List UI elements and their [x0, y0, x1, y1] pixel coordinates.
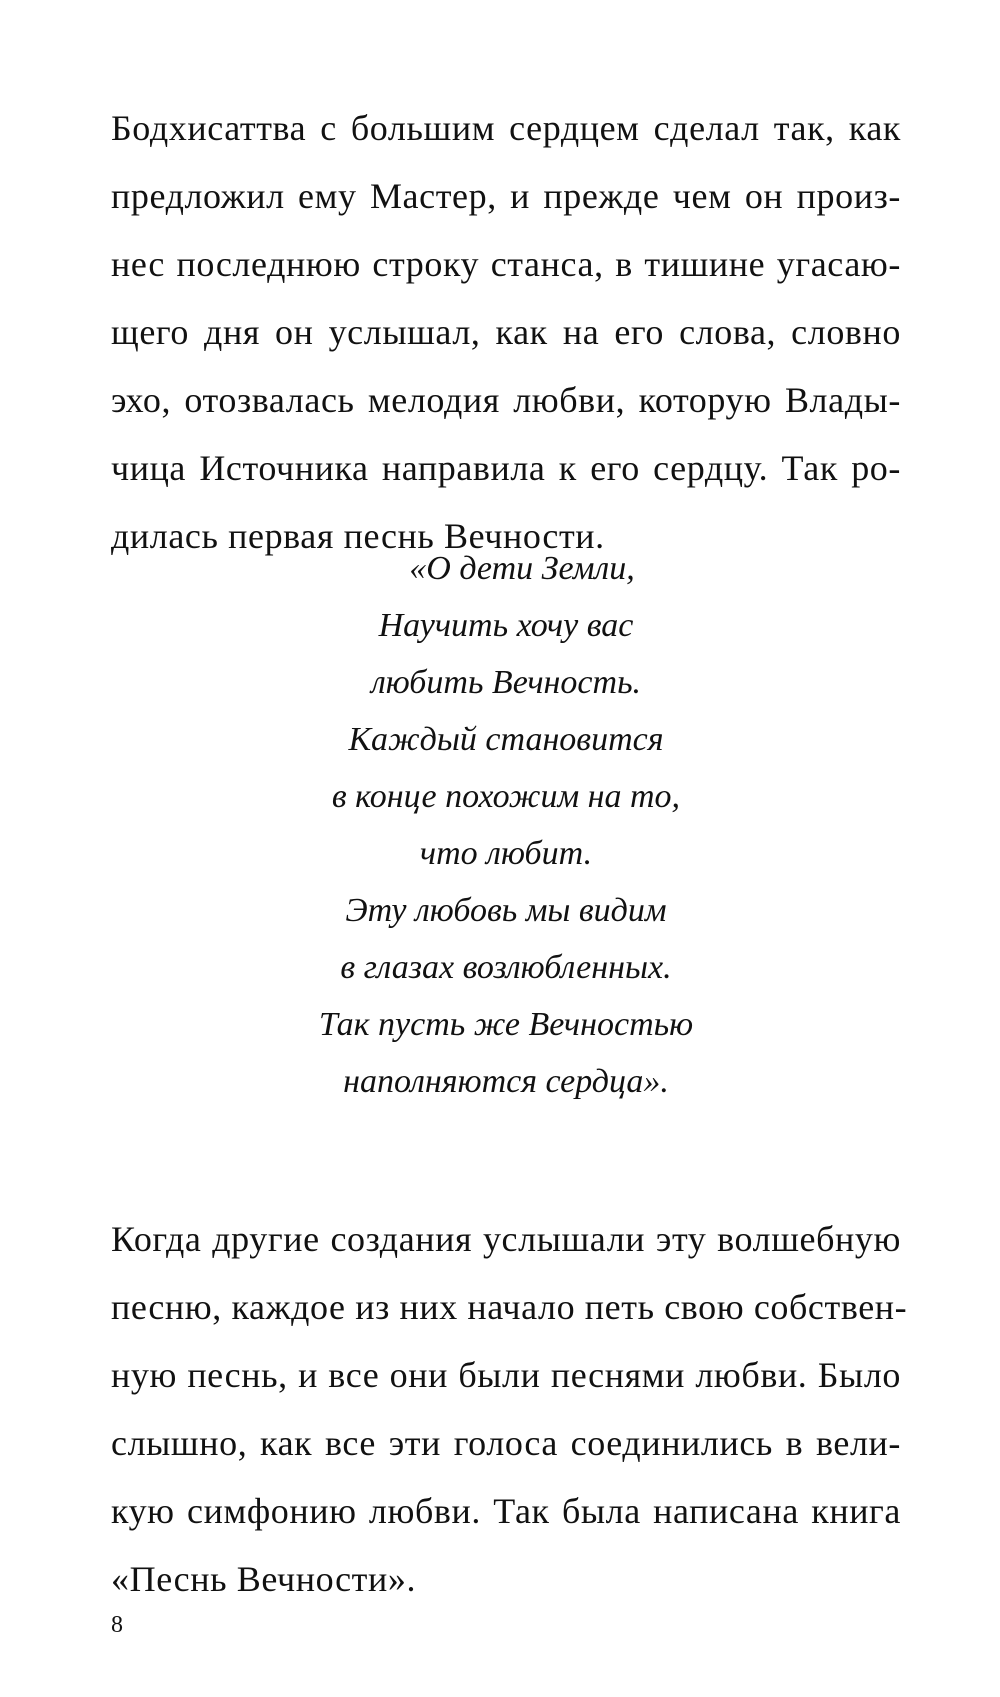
paragraph-intro [111, 94, 901, 570]
text-line: нес последнюю строку станса, в тишине угасаю- [111, 244, 901, 284]
text-line: ную песнь, и все они были песнями любви. Было [111, 1355, 901, 1395]
verse-line: в глазах возлюбленных. [340, 949, 672, 986]
text-line: Бодхисаттва с большим сердцем сделал так, как [111, 108, 901, 148]
verse-stanza [111, 540, 901, 1110]
text-line: предложил ему Мастер, и прежде чем он произ- [111, 176, 901, 216]
text-line: эхо, отозвалась мелодия любви, которую Влады- [111, 380, 901, 420]
text-line: кую симфонию любви. Так была написана книга [111, 1491, 901, 1531]
paragraph-conclusion [111, 1205, 908, 1613]
text-line: дилась первая песнь Вечности. [111, 516, 605, 556]
verse-line: любить Вечность. [370, 664, 642, 701]
text-line: щего дня он услышал, как на его слова, словно [111, 312, 901, 352]
verse-line: Каждый становится [348, 721, 664, 758]
text-line: чица Источника направила к его сердцу. Так ро- [111, 448, 901, 488]
page-number: 8 [111, 1612, 123, 1638]
text-line: Когда другие создания услышали эту волшебную [111, 1219, 901, 1259]
text-line: «Песнь Вечности». [111, 1559, 417, 1599]
verse-line: Научить хочу вас [378, 607, 634, 644]
verse-line: Так пусть же Вечностью [318, 1006, 694, 1043]
text-line: песню, каждое из них начало петь свою собствен- [111, 1287, 908, 1327]
text-line: слышно, как все эти голоса соединились в вели- [111, 1423, 901, 1463]
verse-line: в конце похожим на то, [331, 778, 681, 815]
verse-line: наполняются сердца». [343, 1063, 669, 1100]
verse-line: Эту любовь мы видим [345, 892, 667, 929]
verse-line: «О дети Земли, [409, 550, 635, 587]
verse-line: что любит. [419, 835, 593, 872]
